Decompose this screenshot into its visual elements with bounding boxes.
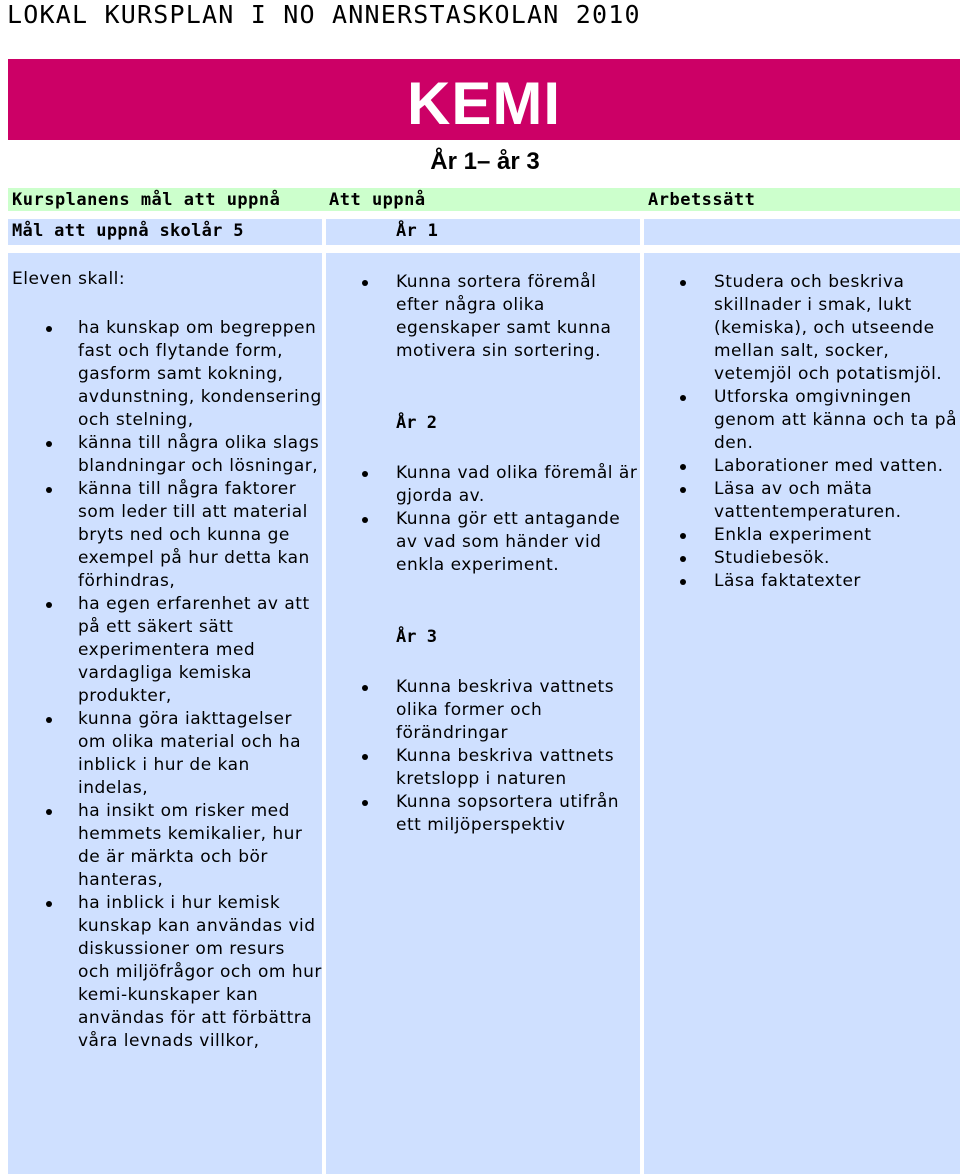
year3-label: År 3 xyxy=(396,627,437,647)
year2-item: Kunna gör ett antagande av vad som händer vid enkla experiment. xyxy=(396,508,640,577)
achieve-column xyxy=(326,253,640,1174)
methods-column-header: Arbetssätt xyxy=(648,190,756,210)
goal-item: ha insikt om risker med hemmets kemikalier, hur de är märkta och bör hanteras, xyxy=(78,800,322,892)
method-item: Utforska omgivningen genom att känna och ta på den. xyxy=(714,386,960,455)
goal-item: känna till några olika slags blandningar och lösningar, xyxy=(78,432,322,478)
year3-item: Kunna beskriva vattnets olika former och förändringar xyxy=(396,676,640,745)
goal-item: ha kunskap om begreppen fast och flytande form, gasform samt kokning, avdunstning, kondensering och stelning, xyxy=(78,318,322,430)
year-range: År 1– år 3 xyxy=(430,148,540,175)
year2-item: Kunna vad olika föremål är gjorda av. xyxy=(396,462,640,508)
method-item: Enkla experiment xyxy=(714,524,960,547)
year3-item: Kunna sopsortera utifrån ett miljöperspektiv xyxy=(396,791,640,837)
year2-label: År 2 xyxy=(396,413,437,433)
subject-title: KEMI xyxy=(407,70,561,137)
goals-intro: Eleven skall: xyxy=(12,269,126,289)
goals-list xyxy=(8,317,322,1053)
year1-list xyxy=(326,271,640,363)
year2-list xyxy=(326,462,640,577)
method-item: Läsa faktatexter xyxy=(714,570,960,593)
methods-subheader-cell xyxy=(644,219,960,245)
goal-item: ha inblick i hur kemisk kunskap kan användas vid diskussioner om resurs och miljöfrågor och om hur kemi-kunskaper kan användas för att förbättra våra levnads villkor, xyxy=(78,893,322,1051)
methods-list xyxy=(644,271,960,593)
goal-item: kunna göra iakttagelser om olika material och ha inblick i hur de kan indelas, xyxy=(78,708,322,800)
year1-item: Kunna sortera föremål efter några olika egenskaper samt kunna motivera sin sortering. xyxy=(396,271,640,363)
goal-item: känna till några faktorer som leder till att material bryts ned och kunna ge exempel på hur detta kan förhindras, xyxy=(78,478,322,593)
goals-column-header: Kursplanens mål att uppnå xyxy=(12,190,281,210)
goal-item: ha egen erfarenhet av att på ett säkert sätt experimentera med vardagliga kemiska produkter, xyxy=(78,593,322,708)
goals-subheader: Mål att uppnå skolår 5 xyxy=(12,221,244,241)
column-header-row xyxy=(8,188,960,211)
method-item: Läsa av och mäta vattentemperaturen. xyxy=(714,478,960,524)
method-item: Studiebesök. xyxy=(714,547,960,570)
year3-list xyxy=(326,676,640,837)
method-item: Laborationer med vatten. xyxy=(714,455,960,478)
year1-label: År 1 xyxy=(396,221,439,241)
methods-column xyxy=(644,253,960,1174)
goals-column xyxy=(8,253,322,1174)
document-title: LOKAL KURSPLAN I NO ANNERSTASKOLAN 2010 xyxy=(7,0,641,29)
achieve-subheader-cell xyxy=(326,219,640,245)
method-item: Studera och beskriva skillnader i smak, lukt (kemiska), och utseende mellan salt, socker, vetemjöl och potatismjöl. xyxy=(714,271,960,386)
subject-banner xyxy=(8,59,960,140)
achieve-column-header: Att uppnå xyxy=(329,190,426,210)
year3-item: Kunna beskriva vattnets kretslopp i naturen xyxy=(396,745,640,791)
